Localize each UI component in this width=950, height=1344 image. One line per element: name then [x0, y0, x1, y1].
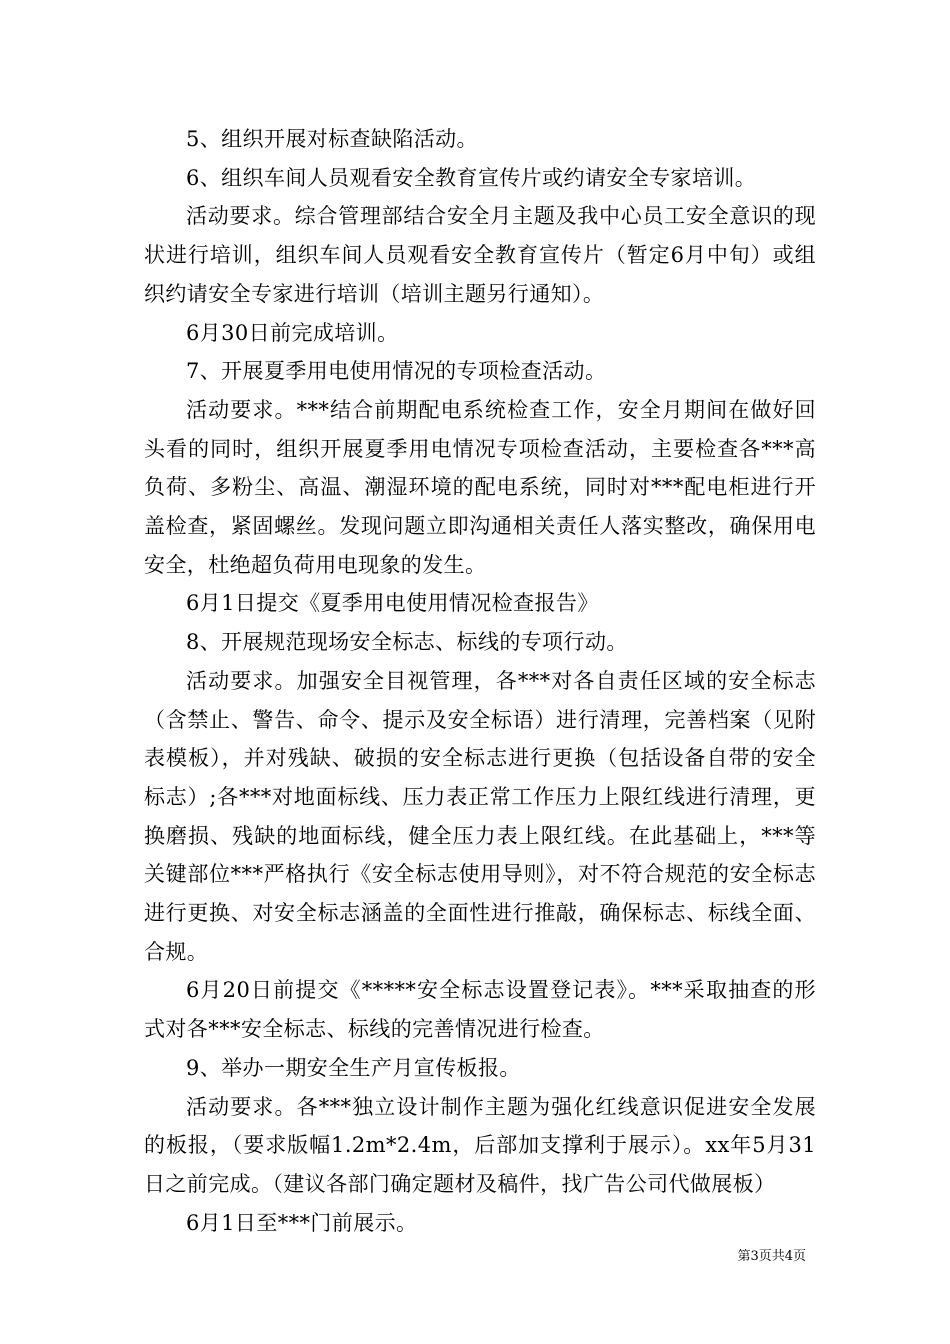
item-7-heading: 7、开展夏季用电使用情况的专项检查活动。	[186, 359, 607, 384]
item-8-requirement: 活动要求。加强安全目视管理，各***对各自责任区域的安全标志（含禁止、警告、命令、提示及安全标语）进行清理，完善档案（见附表模板），并对残缺、破损的安全标志进行更换（包括设备自带的安全标志）;各***对地面标线、压力表正常工作压力上限红线进行清理，更换磨损、残缺的地面标线，健全压力表上限红线。在此基础上，***等关键部位***严格执行《安全标志使用导则》，对不符合规范的安全标志进行更换、对安全标志涵盖的全面性进行推敲，确保标志、标线全面、合规。	[144, 668, 816, 964]
document-body	[144, 120, 816, 1242]
item-8-heading: 8、开展规范现场安全标志、标线的专项行动。	[186, 630, 628, 655]
item-9-display: 6月1日至***门前展示。	[186, 1210, 418, 1235]
page-number: 第3页共4页	[737, 1249, 806, 1264]
item-7-requirement: 活动要求。***结合前期配电系统检查工作，安全月期间在做好回头看的同时，组织开展夏季用电情况专项检查活动，主要检查各***高负荷、多粉尘、高温、潮湿环境的配电系统，同时对***配电柜进行开盖检查，紧固螺丝。发现问题立即沟通相关责任人落实整改，确保用电安全，杜绝超负荷用电现象的发生。	[144, 397, 816, 577]
item-6-deadline: 6月30日前完成培训。	[186, 320, 399, 345]
item-9-heading: 9、举办一期安全生产月宣传板报。	[186, 1055, 521, 1080]
item-8-deadline: 6月20日前提交《*****安全标志设置登记表》。***采取抽查的形式对各***安全标志、标线的完善情况进行检查。	[144, 978, 816, 1042]
item-7-deadline: 6月1日提交《夏季用电使用情况检查报告》	[186, 591, 599, 616]
item-6-requirement: 活动要求。综合管理部结合安全月主题及我中心员工安全意识的现状进行培训，组织车间人员观看安全教育宣传片（暂定6月中旬）或组织约请安全专家进行培训（培训主题另行通知）。	[144, 204, 816, 306]
item-9-requirement: 活动要求。各***独立设计制作主题为强化红线意识促进安全发展的板报，（要求版幅1.2m*2.4m，后部加支撑利于展示）。xx年5月31日之前完成。（建议各部门确定题材及稿件，找广告公司代做展板）	[144, 1094, 816, 1196]
item-6-heading: 6、组织车间人员观看安全教育宣传片或约请安全专家培训。	[186, 165, 757, 190]
item-5-heading: 5、组织开展对标查缺陷活动。	[186, 127, 478, 151]
